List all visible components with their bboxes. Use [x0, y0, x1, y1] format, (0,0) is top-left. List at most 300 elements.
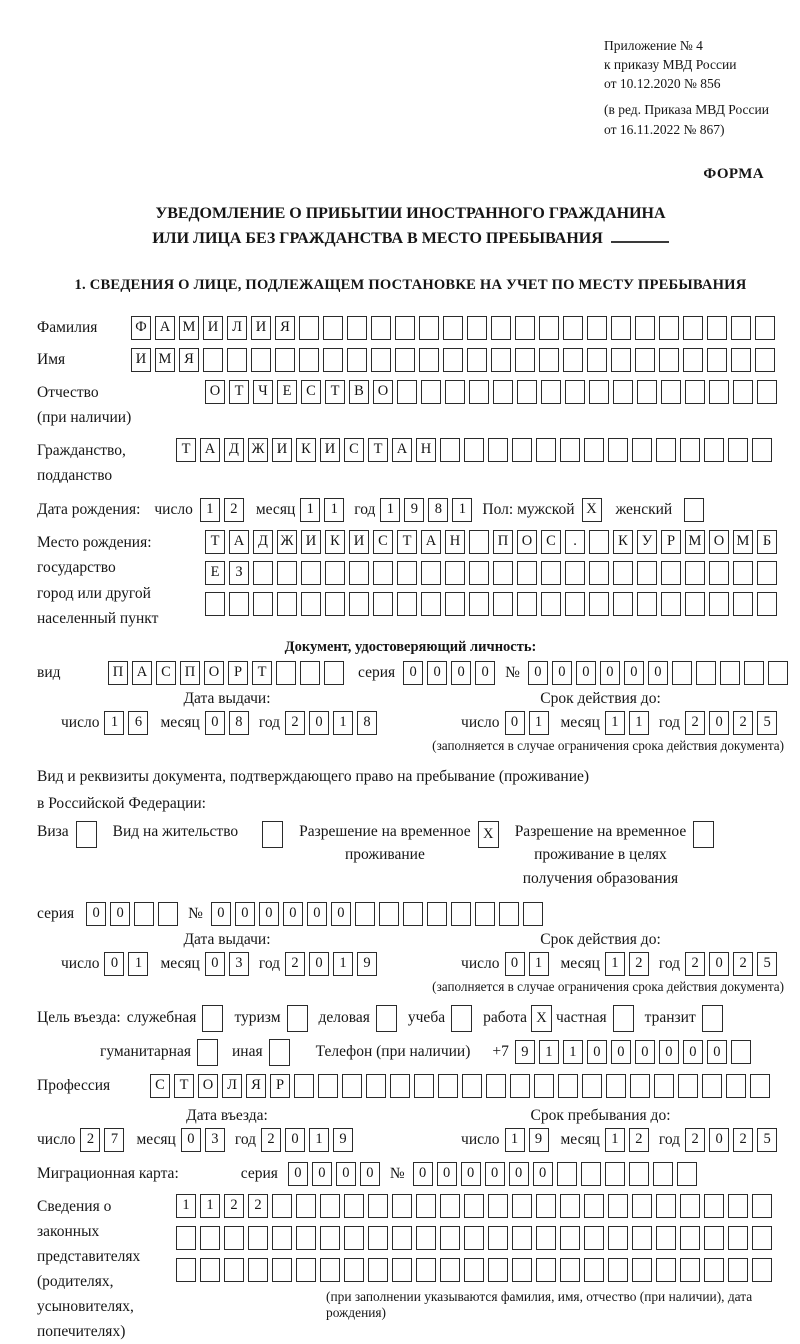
cell[interactable] — [611, 316, 631, 340]
cell[interactable] — [704, 1194, 724, 1218]
cell[interactable] — [416, 1258, 436, 1282]
cell[interactable]: О — [517, 530, 537, 554]
doc-issue-day-cells[interactable] — [104, 711, 148, 735]
cell[interactable]: 0 — [427, 661, 447, 685]
cell[interactable] — [635, 348, 655, 372]
cell[interactable] — [488, 1194, 508, 1218]
cell[interactable]: 1 — [128, 952, 148, 976]
cell[interactable] — [224, 1258, 244, 1282]
cell[interactable]: Т — [368, 438, 388, 462]
cell[interactable] — [635, 316, 655, 340]
cell[interactable] — [416, 1226, 436, 1250]
cell[interactable]: Е — [205, 561, 225, 585]
cell[interactable] — [680, 1226, 700, 1250]
cell[interactable]: 0 — [360, 1162, 380, 1186]
cell[interactable] — [368, 1258, 388, 1282]
purpose-study-checkbox[interactable] — [451, 1005, 472, 1032]
cell[interactable]: 1 — [605, 711, 625, 735]
cell[interactable] — [534, 1074, 554, 1098]
cell[interactable] — [467, 348, 487, 372]
cell[interactable] — [584, 438, 604, 462]
cell[interactable]: 1 — [539, 1040, 559, 1064]
cell[interactable] — [294, 1074, 314, 1098]
surname-cells[interactable] — [131, 316, 775, 340]
cell[interactable]: 0 — [659, 1040, 679, 1064]
name-cells[interactable] — [131, 348, 775, 372]
entry-year-cells[interactable] — [261, 1128, 353, 1152]
cell[interactable] — [733, 561, 753, 585]
cell[interactable] — [536, 438, 556, 462]
cell[interactable] — [176, 1226, 196, 1250]
cell[interactable]: 1 — [300, 498, 320, 522]
cell[interactable]: К — [613, 530, 633, 554]
cell[interactable] — [608, 1226, 628, 1250]
cell[interactable] — [342, 1074, 362, 1098]
cell[interactable] — [272, 1258, 292, 1282]
cell[interactable] — [539, 316, 559, 340]
cell[interactable]: 1 — [200, 498, 220, 522]
cell[interactable]: 0 — [403, 661, 423, 685]
cell[interactable]: П — [108, 661, 128, 685]
cell[interactable] — [419, 348, 439, 372]
cell[interactable] — [277, 561, 297, 585]
cell[interactable] — [371, 348, 391, 372]
cell[interactable] — [584, 1226, 604, 1250]
cell[interactable]: 0 — [576, 661, 596, 685]
cell[interactable]: 1 — [200, 1194, 220, 1218]
cell[interactable] — [499, 902, 519, 926]
cell[interactable] — [693, 821, 714, 848]
cell[interactable] — [685, 380, 705, 404]
cell[interactable] — [656, 438, 676, 462]
cell[interactable]: 0 — [505, 952, 525, 976]
purpose-official-checkbox[interactable] — [202, 1005, 223, 1032]
cell[interactable]: 0 — [86, 902, 106, 926]
cell[interactable] — [565, 561, 585, 585]
cell[interactable]: 0 — [552, 661, 572, 685]
purpose-business-checkbox[interactable] — [376, 1005, 397, 1032]
cell[interactable] — [653, 1162, 673, 1186]
cell[interactable]: 0 — [485, 1162, 505, 1186]
cell[interactable] — [728, 438, 748, 462]
cell[interactable] — [486, 1074, 506, 1098]
cell[interactable]: 0 — [683, 1040, 703, 1064]
cell[interactable] — [344, 1194, 364, 1218]
cell[interactable] — [440, 1194, 460, 1218]
cell[interactable] — [344, 1258, 364, 1282]
cell[interactable] — [395, 316, 415, 340]
cell[interactable]: П — [493, 530, 513, 554]
cell[interactable]: 5 — [757, 711, 777, 735]
cell[interactable]: 0 — [181, 1128, 201, 1152]
cell[interactable] — [541, 561, 561, 585]
cell[interactable] — [661, 380, 681, 404]
cell[interactable] — [200, 1258, 220, 1282]
cell[interactable] — [493, 380, 513, 404]
cell[interactable]: 0 — [587, 1040, 607, 1064]
cell[interactable]: 2 — [80, 1128, 100, 1152]
cell[interactable]: 0 — [104, 952, 124, 976]
cell[interactable] — [379, 902, 399, 926]
cell[interactable]: Б — [757, 530, 777, 554]
cell[interactable] — [251, 348, 271, 372]
cell[interactable] — [632, 438, 652, 462]
resident-issue-month-cells[interactable] — [205, 952, 249, 976]
resident-number-cells[interactable] — [211, 902, 543, 926]
birth-month-cells[interactable] — [300, 498, 344, 522]
cell[interactable]: Ф — [131, 316, 151, 340]
cell[interactable]: А — [229, 530, 249, 554]
cell[interactable] — [584, 1194, 604, 1218]
cell[interactable]: 9 — [357, 952, 377, 976]
cell[interactable]: 1 — [333, 711, 353, 735]
cell[interactable]: 9 — [515, 1040, 535, 1064]
citizenship-cells[interactable] — [176, 438, 772, 462]
cell[interactable]: 1 — [529, 952, 549, 976]
cell[interactable] — [373, 592, 393, 616]
cell[interactable] — [76, 821, 97, 848]
cell[interactable] — [661, 561, 681, 585]
doc-issue-month-cells[interactable] — [205, 711, 249, 735]
cell[interactable] — [517, 561, 537, 585]
cell[interactable] — [726, 1074, 746, 1098]
cell[interactable]: Л — [227, 316, 247, 340]
cell[interactable]: 2 — [733, 711, 753, 735]
cell[interactable] — [403, 902, 423, 926]
cell[interactable] — [536, 1194, 556, 1218]
cell[interactable] — [347, 316, 367, 340]
cell[interactable] — [683, 348, 703, 372]
cell[interactable] — [557, 1162, 577, 1186]
cell[interactable] — [560, 438, 580, 462]
cell[interactable]: 9 — [333, 1128, 353, 1152]
cell[interactable] — [419, 316, 439, 340]
cell[interactable] — [680, 1194, 700, 1218]
cell[interactable]: О — [204, 661, 224, 685]
cell[interactable] — [536, 1226, 556, 1250]
cell[interactable] — [541, 380, 561, 404]
cell[interactable] — [541, 592, 561, 616]
cell[interactable] — [323, 316, 343, 340]
cell[interactable] — [253, 592, 273, 616]
cell[interactable]: А — [200, 438, 220, 462]
cell[interactable]: 0 — [528, 661, 548, 685]
cell[interactable] — [731, 1040, 751, 1064]
cell[interactable]: Н — [445, 530, 465, 554]
cell[interactable]: 0 — [611, 1040, 631, 1064]
cell[interactable] — [205, 592, 225, 616]
cell[interactable] — [512, 1226, 532, 1250]
cell[interactable] — [707, 348, 727, 372]
doc-valid-year-cells[interactable] — [685, 711, 777, 735]
cell[interactable] — [318, 1074, 338, 1098]
cell[interactable]: Т — [229, 380, 249, 404]
cell[interactable] — [517, 592, 537, 616]
cell[interactable]: 0 — [505, 711, 525, 735]
birth-day-cells[interactable] — [200, 498, 244, 522]
cell[interactable]: 2 — [733, 1128, 753, 1152]
cell[interactable] — [613, 1005, 634, 1032]
migration-number-cells[interactable] — [413, 1162, 697, 1186]
cell[interactable] — [301, 592, 321, 616]
cell[interactable]: 1 — [324, 498, 344, 522]
sex-female-checkbox[interactable] — [684, 498, 704, 522]
cell[interactable] — [368, 1194, 388, 1218]
cell[interactable]: 0 — [205, 952, 225, 976]
cell[interactable]: 0 — [709, 1128, 729, 1152]
cell[interactable]: 5 — [757, 952, 777, 976]
cell[interactable]: Р — [661, 530, 681, 554]
cell[interactable] — [680, 438, 700, 462]
cell[interactable] — [728, 1226, 748, 1250]
cell[interactable]: И — [203, 316, 223, 340]
cell[interactable] — [582, 1074, 602, 1098]
cell[interactable] — [443, 316, 463, 340]
doc-issue-year-cells[interactable] — [285, 711, 377, 735]
cell[interactable]: О — [373, 380, 393, 404]
cell[interactable] — [560, 1258, 580, 1282]
cell[interactable]: 2 — [685, 1128, 705, 1152]
cell[interactable]: О — [709, 530, 729, 554]
cell[interactable]: 0 — [437, 1162, 457, 1186]
cell[interactable] — [445, 380, 465, 404]
cell[interactable] — [659, 316, 679, 340]
cell[interactable] — [515, 348, 535, 372]
cell[interactable]: 0 — [309, 711, 329, 735]
cell[interactable]: 7 — [104, 1128, 124, 1152]
cell[interactable]: 0 — [533, 1162, 553, 1186]
cell[interactable]: X — [582, 498, 602, 522]
cell[interactable] — [702, 1005, 723, 1032]
cell[interactable]: 1 — [605, 1128, 625, 1152]
cell[interactable]: 8 — [357, 711, 377, 735]
cell[interactable] — [287, 1005, 308, 1032]
cell[interactable]: 1 — [529, 711, 549, 735]
cell[interactable] — [539, 348, 559, 372]
cell[interactable]: Ж — [248, 438, 268, 462]
cell[interactable] — [392, 1194, 412, 1218]
cell[interactable] — [608, 1258, 628, 1282]
doc-type-cells[interactable] — [108, 661, 344, 685]
representatives-cells-row1[interactable] — [176, 1194, 784, 1218]
birth-year-cells[interactable] — [380, 498, 472, 522]
cell[interactable]: И — [320, 438, 340, 462]
cell[interactable] — [672, 661, 692, 685]
cell[interactable] — [469, 592, 489, 616]
cell[interactable] — [397, 561, 417, 585]
cell[interactable]: 0 — [309, 952, 329, 976]
cell[interactable] — [632, 1226, 652, 1250]
cell[interactable]: 0 — [624, 661, 644, 685]
cell[interactable] — [438, 1074, 458, 1098]
cell[interactable] — [733, 380, 753, 404]
cell[interactable] — [589, 530, 609, 554]
cell[interactable]: П — [180, 661, 200, 685]
cell[interactable] — [488, 1258, 508, 1282]
doc-valid-month-cells[interactable] — [605, 711, 649, 735]
cell[interactable]: 2 — [224, 1194, 244, 1218]
cell[interactable] — [512, 1258, 532, 1282]
cell[interactable] — [296, 1226, 316, 1250]
cell[interactable] — [757, 592, 777, 616]
cell[interactable] — [464, 1258, 484, 1282]
cell[interactable] — [757, 380, 777, 404]
cell[interactable]: 0 — [283, 902, 303, 926]
cell[interactable] — [347, 348, 367, 372]
cell[interactable]: 0 — [211, 902, 231, 926]
cell[interactable]: 2 — [629, 952, 649, 976]
cell[interactable]: Я — [246, 1074, 266, 1098]
cell[interactable] — [296, 1194, 316, 1218]
stay-day-cells[interactable] — [505, 1128, 549, 1152]
cell[interactable] — [299, 348, 319, 372]
purpose-humanitarian-checkbox[interactable] — [197, 1039, 218, 1066]
birthplace-cells-row3[interactable] — [205, 592, 777, 616]
cell[interactable] — [469, 561, 489, 585]
cell[interactable]: 0 — [461, 1162, 481, 1186]
cell[interactable] — [704, 438, 724, 462]
cell[interactable]: 3 — [229, 952, 249, 976]
cell[interactable] — [355, 902, 375, 926]
cell[interactable] — [709, 380, 729, 404]
cell[interactable] — [320, 1258, 340, 1282]
cell[interactable]: И — [272, 438, 292, 462]
cell[interactable]: 0 — [635, 1040, 655, 1064]
cell[interactable]: 0 — [336, 1162, 356, 1186]
cell[interactable] — [680, 1258, 700, 1282]
cell[interactable]: А — [392, 438, 412, 462]
purpose-tourism-checkbox[interactable] — [287, 1005, 308, 1032]
cell[interactable]: 5 — [757, 1128, 777, 1152]
cell[interactable] — [606, 1074, 626, 1098]
cell[interactable] — [224, 1226, 244, 1250]
cell[interactable] — [637, 380, 657, 404]
cell[interactable]: 1 — [176, 1194, 196, 1218]
stay-month-cells[interactable] — [605, 1128, 649, 1152]
cell[interactable] — [728, 1258, 748, 1282]
cell[interactable]: Т — [397, 530, 417, 554]
cell[interactable] — [733, 592, 753, 616]
cell[interactable] — [677, 1162, 697, 1186]
cell[interactable] — [277, 592, 297, 616]
cell[interactable] — [248, 1226, 268, 1250]
resident-valid-day-cells[interactable] — [505, 952, 549, 976]
cell[interactable] — [512, 438, 532, 462]
cell[interactable] — [366, 1074, 386, 1098]
cell[interactable]: Т — [176, 438, 196, 462]
cell[interactable]: 0 — [331, 902, 351, 926]
cell[interactable] — [262, 821, 283, 848]
cell[interactable] — [755, 316, 775, 340]
cell[interactable] — [475, 902, 495, 926]
cell[interactable] — [200, 1226, 220, 1250]
cell[interactable]: 0 — [709, 711, 729, 735]
cell[interactable] — [558, 1074, 578, 1098]
cell[interactable]: 0 — [288, 1162, 308, 1186]
cell[interactable] — [469, 530, 489, 554]
purpose-private-checkbox[interactable] — [613, 1005, 634, 1032]
cell[interactable] — [709, 592, 729, 616]
cell[interactable] — [371, 316, 391, 340]
cell[interactable] — [248, 1258, 268, 1282]
cell[interactable] — [752, 1194, 772, 1218]
purpose-transit-checkbox[interactable] — [702, 1005, 723, 1032]
cell[interactable]: 0 — [413, 1162, 433, 1186]
cell[interactable]: 3 — [205, 1128, 225, 1152]
cell[interactable]: С — [344, 438, 364, 462]
representatives-cells-row3[interactable] — [176, 1258, 784, 1282]
cell[interactable] — [464, 1226, 484, 1250]
cell[interactable] — [202, 1005, 223, 1032]
cell[interactable] — [515, 316, 535, 340]
cell[interactable]: М — [685, 530, 705, 554]
cell[interactable]: 0 — [307, 902, 327, 926]
cell[interactable]: М — [733, 530, 753, 554]
patronymic-cells[interactable] — [205, 380, 777, 404]
cell[interactable]: И — [251, 316, 271, 340]
cell[interactable]: 0 — [205, 711, 225, 735]
cell[interactable] — [427, 902, 447, 926]
cell[interactable] — [704, 1226, 724, 1250]
residence-permit-checkbox[interactable] — [262, 821, 283, 848]
cell[interactable]: 1 — [380, 498, 400, 522]
resident-valid-month-cells[interactable] — [605, 952, 649, 976]
sex-male-checkbox[interactable] — [582, 498, 602, 522]
cell[interactable] — [462, 1074, 482, 1098]
cell[interactable]: Т — [325, 380, 345, 404]
cell[interactable] — [696, 661, 716, 685]
cell[interactable]: 1 — [629, 711, 649, 735]
cell[interactable] — [395, 348, 415, 372]
cell[interactable] — [536, 1258, 556, 1282]
cell[interactable] — [752, 438, 772, 462]
cell[interactable]: К — [325, 530, 345, 554]
cell[interactable]: 6 — [128, 711, 148, 735]
cell[interactable] — [565, 592, 585, 616]
cell[interactable]: Р — [228, 661, 248, 685]
cell[interactable]: 0 — [600, 661, 620, 685]
cell[interactable] — [656, 1258, 676, 1282]
cell[interactable] — [685, 561, 705, 585]
cell[interactable] — [491, 316, 511, 340]
cell[interactable] — [469, 380, 489, 404]
birthplace-cells-row1[interactable] — [205, 530, 777, 554]
cell[interactable] — [349, 561, 369, 585]
cell[interactable]: О — [205, 380, 225, 404]
cell[interactable]: 0 — [110, 902, 130, 926]
migration-series-cells[interactable] — [288, 1162, 380, 1186]
cell[interactable] — [632, 1194, 652, 1218]
cell[interactable] — [392, 1226, 412, 1250]
cell[interactable] — [512, 1194, 532, 1218]
cell[interactable] — [445, 592, 465, 616]
cell[interactable] — [629, 1162, 649, 1186]
cell[interactable] — [750, 1074, 770, 1098]
cell[interactable] — [276, 661, 296, 685]
cell[interactable] — [605, 1162, 625, 1186]
cell[interactable] — [659, 348, 679, 372]
cell[interactable] — [720, 661, 740, 685]
cell[interactable] — [323, 348, 343, 372]
cell[interactable]: О — [198, 1074, 218, 1098]
cell[interactable]: 1 — [104, 711, 124, 735]
cell[interactable] — [685, 592, 705, 616]
cell[interactable]: 0 — [235, 902, 255, 926]
cell[interactable] — [661, 592, 681, 616]
cell[interactable]: 0 — [707, 1040, 727, 1064]
cell[interactable]: 1 — [309, 1128, 329, 1152]
cell[interactable]: 2 — [285, 711, 305, 735]
